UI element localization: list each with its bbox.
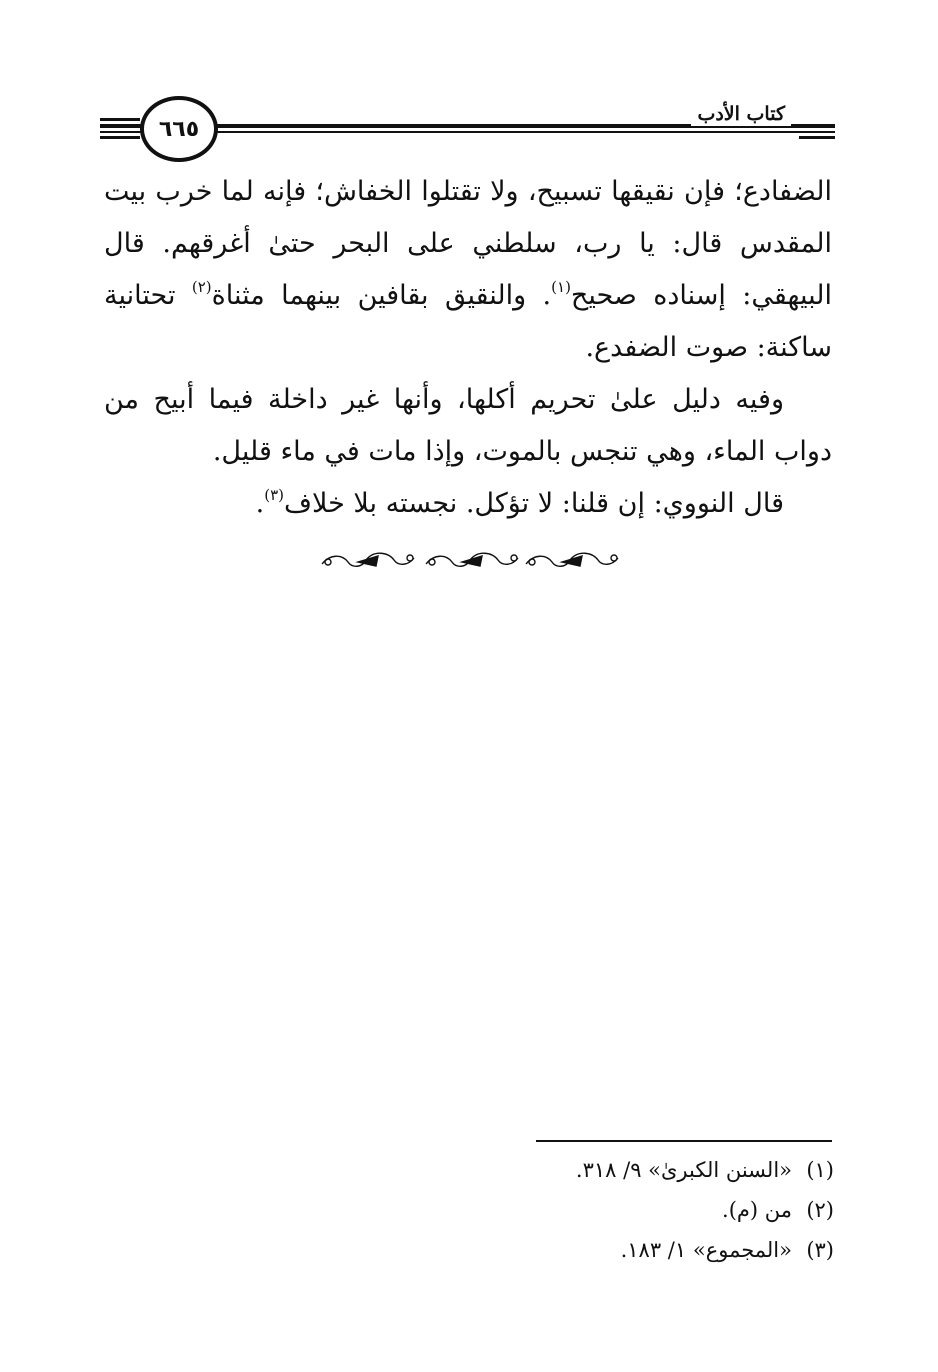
footnote-separator <box>536 1140 832 1142</box>
footnote-1-number: (١) <box>806 1158 834 1182</box>
header-rule-left-lower <box>100 136 140 139</box>
footnote-3 <box>334 1230 834 1270</box>
paragraph-1-text-a: الضفادع؛ فإن نقيقها تسبيح، ولا تقتلوا الخفاش؛ فإنه لما خرب بيت المقدس قال: يا رب، سلطني على البحر حتىٰ أغرقهم. قال البيهقي: إسناده صحيح <box>104 176 832 311</box>
footnote-2-number: (٢) <box>806 1198 834 1222</box>
paragraph-2: وفيه دليل علىٰ تحريم أكلها، وأنها غير داخلة فيما أبيح من دواب الماء، وهي تنجس بالموت، وإذا مات في ماء قليل. <box>104 384 832 467</box>
page-number-frame <box>140 96 218 162</box>
footnote-1-text: «السنن الكبرىٰ» ٩/ ٣١٨. <box>575 1158 792 1182</box>
ornament-motif-left <box>322 553 414 566</box>
paragraph-1-text-c: تحتانية ساكنة: صوت الضفدع. <box>104 280 832 363</box>
ornament-motif-right <box>526 553 618 566</box>
footnote-ref-1: (١) <box>551 278 571 296</box>
page-number: ٦٦٥ <box>158 116 200 142</box>
paragraph-3-text: قال النووي: إن قلنا: لا تؤكل. نجسته بلا خلاف <box>284 488 784 519</box>
paragraph-1-text-b: . والنقيق بقافين بينهما مثناة <box>211 280 552 311</box>
section-end-ornament <box>318 544 622 574</box>
footnote-2-text: من (م). <box>722 1198 792 1222</box>
page-header <box>100 96 835 166</box>
header-rule-left-upper <box>100 118 140 121</box>
paragraph-3-end: . <box>255 488 265 519</box>
footnote-2 <box>334 1190 834 1230</box>
footnote-3-text: «المجموع» ١/ ١٨٣. <box>620 1238 792 1262</box>
footnote-1 <box>334 1150 834 1190</box>
paragraph-1 <box>104 166 832 374</box>
running-title: كتاب الأدب <box>691 102 791 126</box>
paragraph-3 <box>104 478 832 530</box>
main-text <box>104 166 832 530</box>
footnotes <box>334 1150 834 1270</box>
header-rule-right-lower <box>799 136 835 139</box>
footnote-3-number: (٣) <box>806 1238 834 1262</box>
footnote-ref-2: (٢) <box>191 278 212 296</box>
footnote-ref-3: (٣) <box>264 486 285 504</box>
ornament-motif-center <box>426 553 518 566</box>
